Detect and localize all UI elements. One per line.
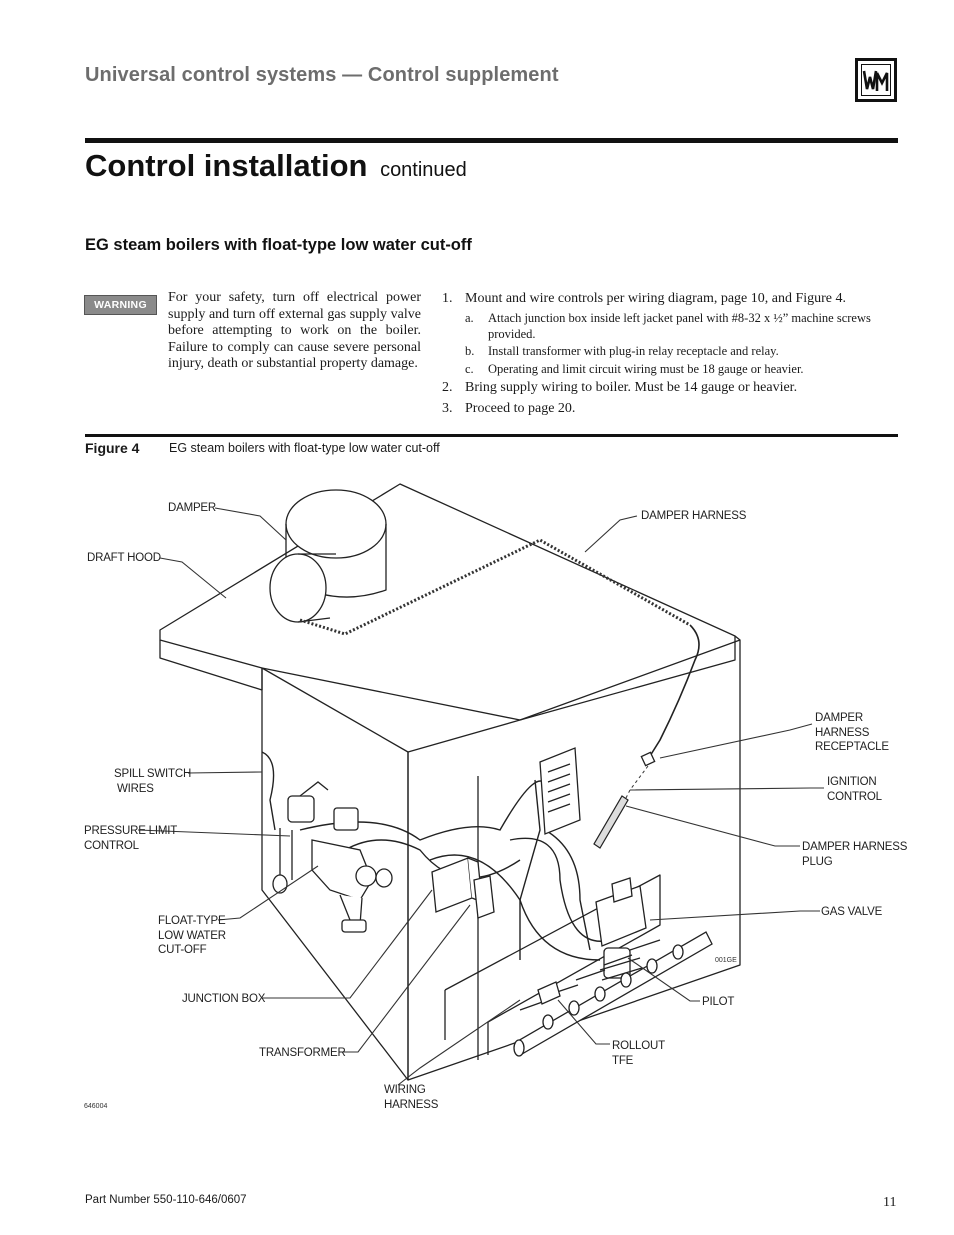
callout-line: CUT-OFF <box>158 944 207 956</box>
jacket-right-edge <box>735 636 740 640</box>
damper-harness-receptacle-shape <box>641 752 654 765</box>
callout-damper-harness-receptacle <box>815 711 889 755</box>
jacket-top-ridge <box>408 720 520 752</box>
callout-junction-box: JUNCTION BOX <box>182 993 266 1005</box>
substep-letter: c. <box>465 361 474 376</box>
warning-text: For your safety, turn off electrical power supply and turn off external gas supply valve before attempting to work on the boiler. Failure to comply can cause severe personal injury, death or substantial property damage. <box>168 290 421 371</box>
substep-text: Install transformer with plug-in relay receptacle and relay. <box>488 344 779 358</box>
substep-text: Attach junction box inside left jacket panel with #8-32 x ½” machine screws provided. <box>488 311 871 341</box>
callout-damper-harness: DAMPER HARNESS <box>641 510 747 522</box>
callout-line: RECEPTACLE <box>815 741 889 753</box>
transformer-shape <box>474 876 494 918</box>
callout-pilot: PILOT <box>702 996 735 1008</box>
step-number: 1. <box>442 291 453 306</box>
step-number: 2. <box>442 380 453 395</box>
step-number: 3. <box>442 401 453 416</box>
flue-box-side <box>160 640 262 690</box>
callout-wiring-harness <box>384 1083 438 1112</box>
page-title-main: Control installation <box>85 148 368 183</box>
substep-text: Operating and limit circuit wiring must be 18 gauge or heavier. <box>488 361 804 376</box>
substep-letter: b. <box>465 344 475 358</box>
figure-label: Figure 4 <box>85 440 140 456</box>
callout-pressure-limit-control <box>84 824 177 853</box>
draft-hood-top <box>286 490 386 558</box>
draft-hood-outlet <box>270 554 326 622</box>
callout-float-type-lwco <box>158 914 226 958</box>
section-title: EG steam boilers with float-type low water cut-off <box>85 236 472 254</box>
callout-line: DAMPER <box>815 712 864 724</box>
callout-line: PLUG <box>802 855 833 868</box>
callout-ignition-control <box>827 775 882 804</box>
figure-code-left: 646004 <box>84 1103 108 1110</box>
footer-page-number: 11 <box>883 1195 897 1210</box>
warning-badge: WARNING <box>84 295 157 315</box>
callout-line: CONTROL <box>827 790 882 803</box>
ignition-control-shape <box>540 748 580 834</box>
step-text: Mount and wire controls per wiring diagram, page 10, and Figure 4. <box>465 291 847 306</box>
callout-line: SPILL SWITCH <box>114 768 192 780</box>
document-header-title: Universal control systems — Control supplement <box>85 64 559 86</box>
callout-rollout-tfe <box>612 1039 665 1068</box>
substep-letter: a. <box>465 311 474 325</box>
callout-draft-hood: DRAFT HOOD <box>87 552 161 564</box>
callout-line: DAMPER HARNESS <box>802 841 908 853</box>
figure-code-right: 001GE <box>715 957 737 964</box>
callout-damper-harness-plug <box>802 840 907 869</box>
callout-line: ROLLOUT <box>612 1040 665 1052</box>
callout-line: PRESSURE LIMIT <box>84 825 178 837</box>
damper-harness-lead <box>650 625 699 756</box>
callout-damper: DAMPER <box>168 502 217 514</box>
step-text: Proceed to page 20. <box>465 401 576 416</box>
callout-line: HARNESS <box>815 726 870 739</box>
page-title-suffix: continued <box>380 159 467 181</box>
pressure-limit-shape <box>288 796 314 822</box>
callout-gas-valve: GAS VALVE <box>821 906 883 918</box>
junction-box-shape <box>432 858 472 912</box>
figure-caption: EG steam boilers with float-type low water cut-off <box>169 441 440 455</box>
damper-harness-plug-shape <box>594 796 628 848</box>
callout-line: LOW WATER <box>158 929 226 942</box>
callout-transformer: TRANSFORMER <box>259 1047 346 1059</box>
callout-spill-switch-wires <box>114 767 191 796</box>
rollout-switch <box>538 982 560 1004</box>
step-text: Bring supply wiring to boiler. Must be 14 gauge or heavier. <box>465 380 798 395</box>
callout-line: WIRES <box>117 782 154 795</box>
callout-line: TFE <box>612 1054 634 1067</box>
callout-line: WIRING <box>384 1084 426 1096</box>
callout-line: CONTROL <box>84 839 139 852</box>
callout-line: IGNITION <box>827 776 877 788</box>
callout-line: HARNESS <box>384 1098 439 1111</box>
callout-line: FLOAT-TYPE <box>158 915 226 927</box>
footer-part-number: Part Number 550-110-646/0607 <box>85 1194 247 1206</box>
